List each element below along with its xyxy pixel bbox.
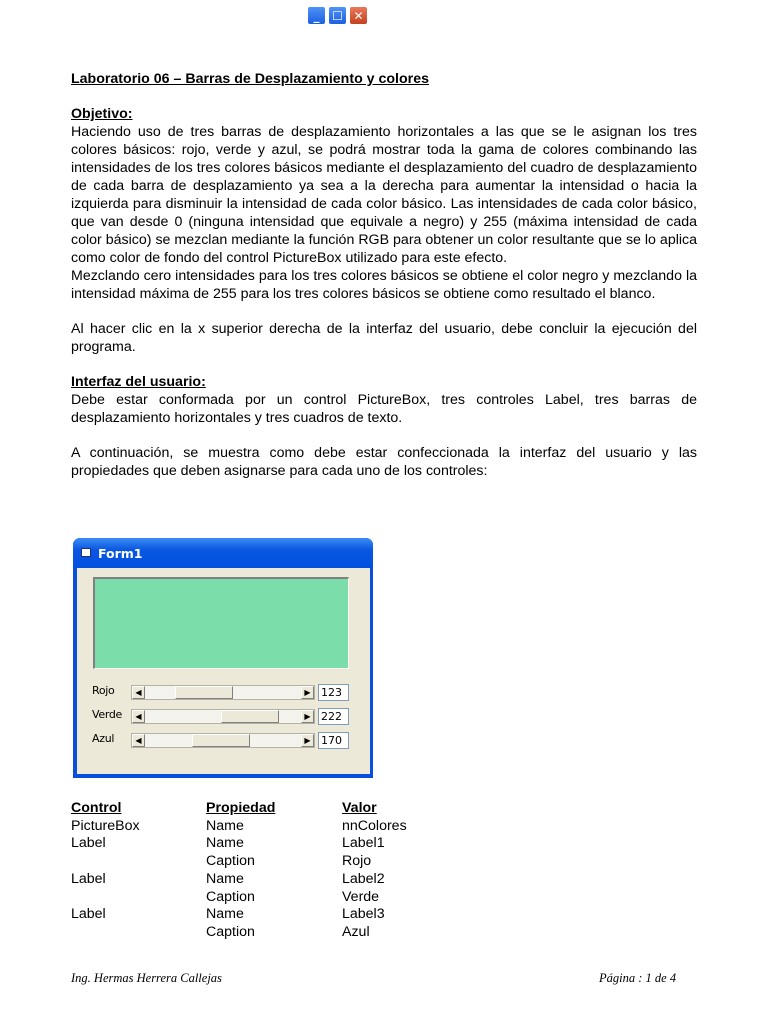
table-cell: Label2: [342, 870, 385, 887]
footer-page-number: Página : 1 de 4: [599, 971, 677, 985]
label-rojo: Rojo: [92, 684, 115, 697]
scroll-right-icon[interactable]: ▶: [301, 734, 314, 747]
table-cell: Caption: [206, 888, 255, 905]
objective-paragraph-2: Mezclando cero intensidades para los tres colores básicos se obtiene el color negro y mezclando la intensidad máxima de 255 para los tres colores básicos se obtiene como resultado el blanco.: [71, 268, 697, 302]
scroll-left-icon[interactable]: ◀: [132, 686, 145, 699]
textbox-rojo[interactable]: 123: [318, 684, 349, 701]
table-cell: PictureBox: [71, 817, 140, 834]
table-header-propiedad: Propiedad: [206, 800, 276, 816]
table-cell: Rojo: [342, 853, 372, 870]
label-verde: Verde: [92, 708, 123, 721]
table-cell: Label1: [342, 835, 385, 852]
window-title: Form1: [98, 546, 143, 561]
table-cell: Label: [71, 906, 106, 923]
scroll-thumb[interactable]: [192, 734, 250, 747]
table-column-valor: [342, 800, 407, 942]
close-button[interactable]: ✕: [349, 6, 368, 25]
scroll-right-icon[interactable]: ▶: [301, 710, 314, 723]
color-picturebox: [93, 577, 349, 669]
objective-paragraph-3: Al hacer clic en la x superior derecha de la interfaz del usuario, debe concluir la ejecución del programa.: [71, 321, 697, 355]
table-cell: Label: [71, 870, 106, 887]
table-cell: [71, 853, 140, 871]
footer-author: Ing. Hermas Herrera Callejas: [71, 971, 222, 985]
scroll-thumb[interactable]: [221, 710, 279, 723]
interface-paragraph-1: Debe estar conformada por un control PictureBox, tres controles Label, tres barras de desplazamiento horizontales y tres cuadros de texto.: [71, 392, 697, 426]
table-cell: Caption: [206, 853, 255, 870]
scrollbar-verde[interactable]: [131, 709, 315, 724]
scroll-left-icon[interactable]: ◀: [132, 734, 145, 747]
interface-heading: Interfaz del usuario:: [71, 374, 206, 390]
table-column-propiedad: [206, 800, 275, 942]
maximize-button[interactable]: ☐: [328, 6, 347, 25]
table-cell: Label3: [342, 906, 385, 923]
textbox-verde[interactable]: 222: [318, 708, 349, 725]
scrollbar-azul[interactable]: [131, 733, 315, 748]
textbox-azul[interactable]: 170: [318, 732, 349, 749]
window-app-icon: [81, 548, 91, 557]
table-header-control: Control: [71, 800, 122, 816]
table-cell: [71, 889, 140, 907]
document-body: [71, 70, 697, 480]
table-cell: Azul: [342, 923, 370, 940]
table-cell: Name: [206, 817, 244, 834]
scroll-left-icon[interactable]: ◀: [132, 710, 145, 723]
label-azul: Azul: [92, 732, 115, 745]
table-cell: Name: [206, 835, 244, 852]
table-cell: nnColores: [342, 817, 407, 834]
table-cell: Name: [206, 906, 244, 923]
table-cell: Verde: [342, 888, 380, 905]
scroll-right-icon[interactable]: ▶: [301, 686, 314, 699]
scrollbar-rojo[interactable]: [131, 685, 315, 700]
scroll-thumb[interactable]: [175, 686, 233, 699]
minimize-button[interactable]: _: [307, 6, 326, 25]
interface-paragraph-2: A continuación, se muestra como debe estar confeccionada la interfaz del usuario y las propiedades que deben asignarse para cada uno de los controles:: [71, 445, 697, 479]
table-cell: Name: [206, 870, 244, 887]
objective-paragraph-1: Haciendo uso de tres barras de desplazamiento horizontales a las que se le asignan los tres colores básicos: rojo, verde y azul, se podrá mostrar toda la gama de colores combinando las intensidades de los tres colores básicos mediante el desplazamiento del cuadro de desplazamiento de cada barra de desplazamiento ya sea a la derecha para aumentar la intensidad o hacia la izquierda para disminuir la intensidad de cada color básico. Las intensidades de cada color básico, que van desde 0 (ninguna intensidad que equivale a negro) y 255 (máxima intensidad de cada color básico) se mezclan mediante la función RGB para obtener un color resultante que se lo aplica como color de fondo del control PictureBox utilizado para este efecto.: [71, 124, 697, 266]
table-header-valor: Valor: [342, 800, 377, 816]
table-column-control: [71, 800, 140, 924]
table-cell: Label: [71, 835, 106, 852]
table-cell: Caption: [206, 923, 255, 940]
objective-heading: Objetivo:: [71, 106, 133, 122]
document-title: Laboratorio 06 – Barras de Desplazamiento y colores: [71, 71, 429, 87]
window-titlebar: [73, 538, 373, 568]
